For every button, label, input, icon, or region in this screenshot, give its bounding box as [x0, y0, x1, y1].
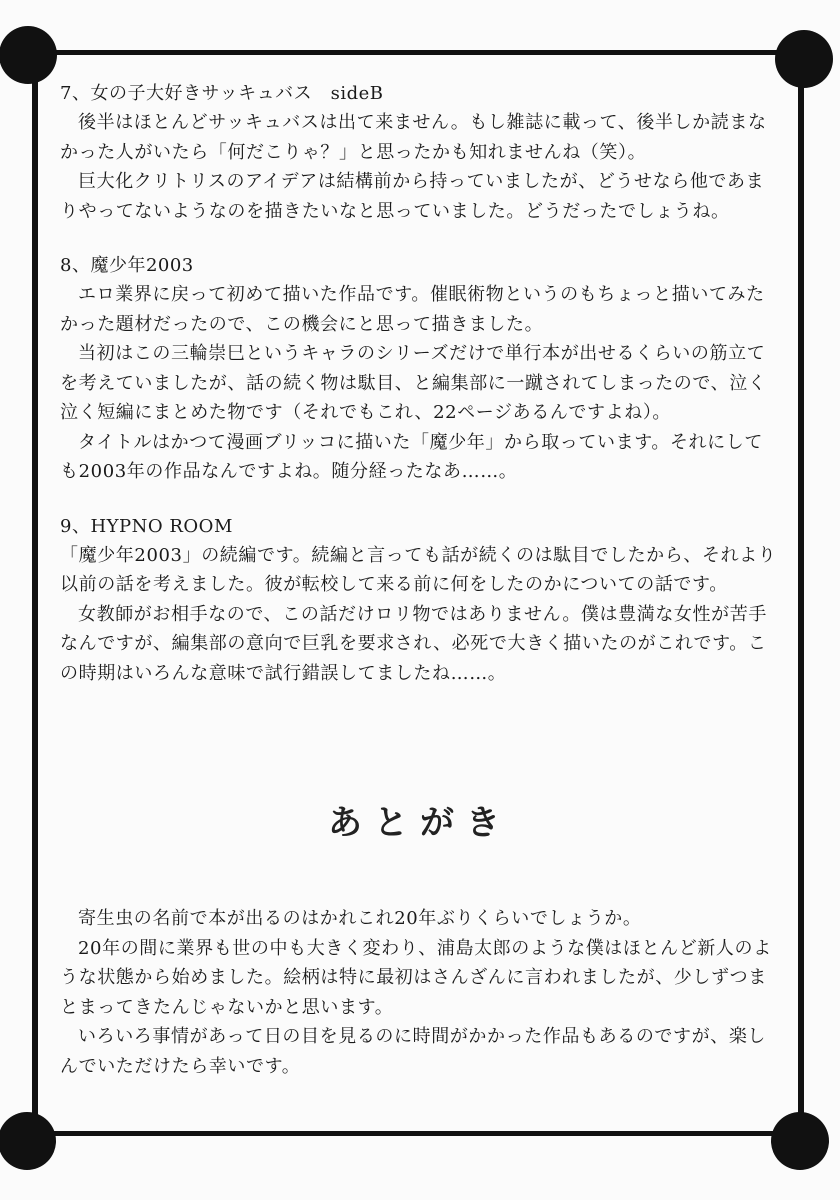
section-paragraph: 後半はほとんどサッキュバスは出て来ません。もし雑誌に載って、後半しか読まなかった人がいたら「何だこりゃ？」と思ったかも知れませんね（笑）。	[60, 112, 767, 163]
section-heading: 9、HYPNO ROOM	[60, 515, 233, 537]
corner-dot-bottom-right	[771, 1112, 829, 1170]
afterword-title: あとがき	[328, 803, 512, 843]
section-paragraph: 「魔少年2003」の続編です。続編と言っても話が続くのは駄目でしたから、それより以前の話を考えました。彼が転校して来る前に何をしたのかについての話です。	[60, 544, 777, 595]
section-heading: 8、魔少年2003	[60, 255, 194, 276]
corner-dot-top-right	[775, 30, 833, 88]
section-paragraph: 当初はこの三輪崇巳というキャラのシリーズだけで単行本が出せるくらいの筋立てを考えていましたが、話の続く物は駄目、と編集部に一蹴されてしまったので、泣く泣く短編にまとめた物です（それでもこれ、22ページあるんですよね）。	[60, 343, 767, 423]
corner-dot-bottom-left	[0, 1112, 56, 1170]
section-paragraph: 女教師がお相手なので、この話だけロリ物ではありません。僕は豊満な女性が苦手なんですが、編集部の意向で巨乳を要求され、必死で大きく描いたのがこれです。この時期はいろんな意味で試行錯誤してましたね……。	[60, 603, 767, 684]
section-paragraph: 巨大化クリトリスのアイデアは結構前から持っていましたが、どうせなら他であまりやってないようなのを描きたいなと思っていました。どうだったでしょうね。	[60, 171, 765, 222]
afterword-paragraph: 20年の間に業界も世の中も大きく変わり、浦島太郎のような僕はほとんど新人のような状態から始めました。絵柄は特に最初はさんざんに言われましたが、少しずつまとまってきたんじゃないかと思います。	[60, 937, 772, 1018]
afterword-paragraph: 寄生虫の名前で本が出るのはかれこれ20年ぶりくらいでしょうか。	[78, 908, 642, 929]
section-7	[60, 80, 780, 226]
section-8	[60, 252, 780, 487]
section-paragraph: タイトルはかつて漫画ブリッコに描いた「魔少年」から取っています。それにしても2003年の作品なんですよね。随分経ったなあ……。	[60, 431, 763, 482]
corner-dot-top-left	[0, 26, 57, 84]
section-9	[60, 513, 780, 689]
section-paragraph: エロ業界に戻って初めて描いた作品です。催眠術物というのもちょっと描いてみたかった題材だったので、この機会にと思って描きました。	[60, 284, 765, 335]
commentary-body	[60, 80, 780, 714]
section-heading: 7、女の子大好きサッキュバス sideB	[60, 83, 384, 104]
afterword-body	[60, 904, 780, 1081]
afterword-paragraph: いろいろ事情があって日の目を見るのに時間がかかった作品もあるのですが、楽しんでいただけたら幸いです。	[60, 1026, 767, 1077]
